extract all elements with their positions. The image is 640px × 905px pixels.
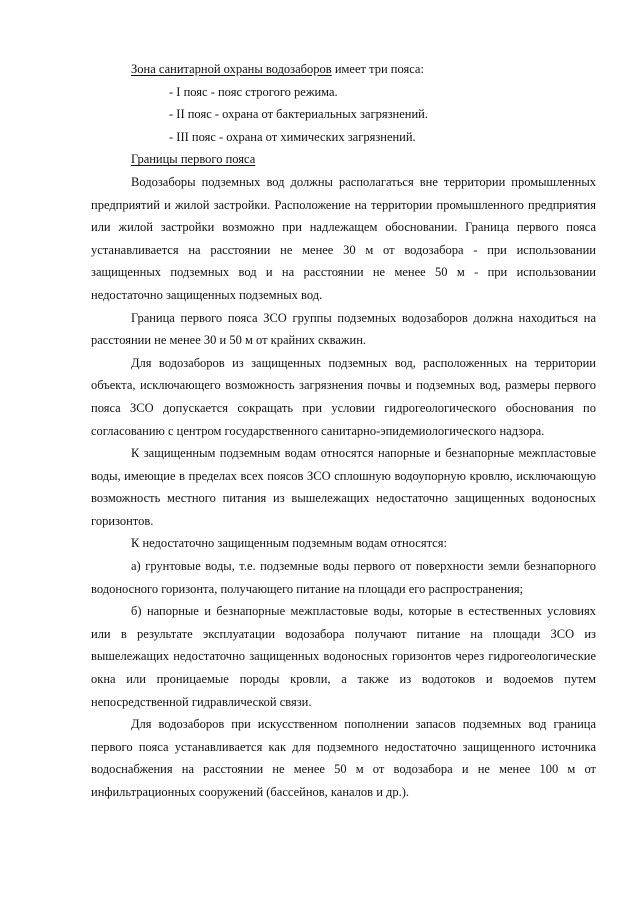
- intro-line: [91, 58, 596, 81]
- intro-rest: имеет три пояса:: [331, 62, 424, 76]
- paragraph-6: а) грунтовые воды, т.е. подземные воды первого от поверхности земли безнапорного водоносного горизонта, получающего питание на площади его распространения;: [91, 559, 596, 596]
- zone-title: Зона санитарной охраны водозаборов: [131, 62, 332, 76]
- belt-item-1: - I пояс - пояс строгого режима.: [169, 84, 338, 99]
- paragraph-4: К защищенным подземным водам относятся напорные и безнапорные межпластовые воды, имеющие в пределах всех поясов ЗСО сплошную водоупорную кровлю, исключающую возможность местного питания из вышележащих недостаточно защищенных водоносных горизонтов.: [91, 446, 596, 528]
- paragraph-8: Для водозаборов при искусственном пополнении запасов подземных вод граница первого пояса устанавливается как для подземного недостаточно защищенного источника водоснабжения на расстоянии не менее 50 м от водозабора и не менее 100 м от инфильтрационных сооружений (бассейнов, каналов и др.).: [91, 717, 596, 799]
- section-heading-text: Границы первого пояса: [131, 152, 256, 167]
- belt-item-2: - II пояс - охрана от бактериальных загрязнений.: [169, 107, 428, 122]
- paragraph-3: Для водозаборов из защищенных подземных вод, расположенных на территории объекта, исключающего возможность загрязнения почвы и подземных вод, размеры первого пояса ЗСО допускается сокращать при условии гидрогеологического обоснования по согласованию с центром государственного санитарно-эпидемиологического надзора.: [91, 355, 596, 438]
- belt-item-3: - III пояс - охрана от химических загрязнений.: [169, 129, 416, 144]
- paragraph-2: Граница первого пояса ЗСО группы подземных водозаборов должна находиться на расстоянии не менее 30 и 50 м от крайних скважин.: [91, 310, 596, 348]
- section-heading: [91, 148, 596, 171]
- paragraph-5: К недостаточно защищенным подземным водам относятся:: [131, 536, 447, 551]
- paragraph-7: б) напорные и безнапорные межпластовые воды, которые в естественных условиях или в результате эксплуатации водозабора получают питание на площади ЗСО из вышележащих недостаточно защищенных водоносных горизонтов через гидрогеологические окна или проницаемые породы кровли, а также из водотоков и водоемов путем непосредственной гидравлической связи.: [91, 604, 596, 709]
- document-body: [91, 58, 596, 804]
- paragraph-1: Водозаборы подземных вод должны располагаться вне территории промышленных предприятий и жилой застройки. Расположение на территории промышленного предприятия или жилой застройки возможно при надлежащем обосновании. Граница первого пояса устанавливается на расстоянии не менее 30 м от водозабора - при использовании защищенных подземных вод и на расстоянии не менее 50 м - при использовании недостаточно защищенных подземных вод.: [91, 174, 596, 302]
